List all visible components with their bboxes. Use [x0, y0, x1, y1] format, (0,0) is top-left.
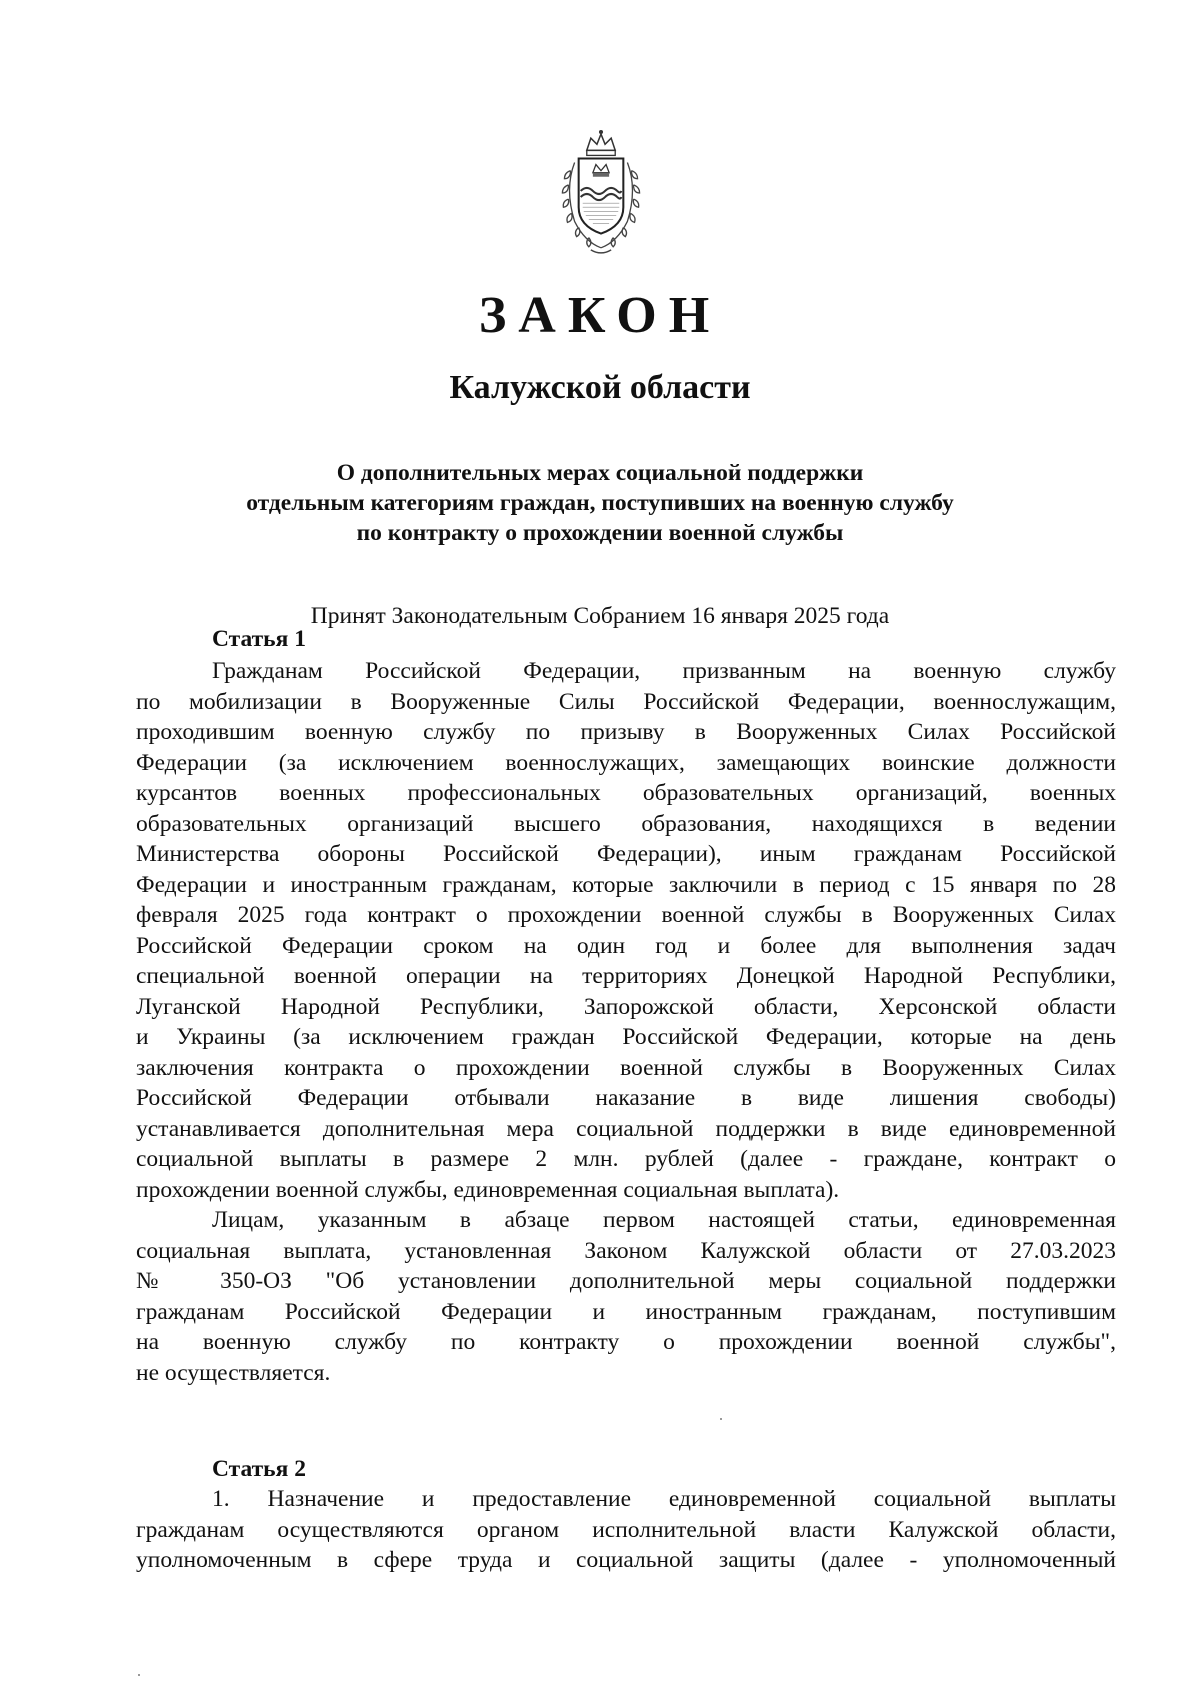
- text-line: 1. Назначение и предоставление единовременной социальной выплаты: [212, 1486, 1116, 1512]
- text-line: Министерства обороны Российской Федерации), иным гражданам Российской: [136, 841, 1116, 867]
- text-line: Федерации (за исключением военнослужащих, замещающих воинские должности: [136, 749, 1116, 776]
- text-line: специальной военной операции на территориях Донецкой Народной Республики,: [136, 963, 1116, 989]
- region-title: Калужской области: [449, 369, 751, 406]
- text-line: Гражданам Российской Федерации, призванным на военную службу: [212, 658, 1116, 684]
- text-line: социальная выплата, установленная Законом Калужской области от 27.03.2023: [136, 1237, 1116, 1264]
- text-line: не осуществляется.: [136, 1359, 331, 1386]
- adoption-date: Принят Законодательным Собранием 16 января 2025 года: [310, 603, 890, 629]
- text-line: образовательных организаций высшего образования, находящихся в ведении: [136, 810, 1116, 837]
- law-title: ЗАКОН: [478, 287, 722, 344]
- text-line: Российской Федерации сроком на один год и более для выполнения задач: [136, 932, 1116, 959]
- article-1-heading: Статья 1: [212, 626, 306, 652]
- law-subject: [0, 458, 1200, 548]
- text-line: № 350-ОЗ "Об установлении дополнительной меры социальной поддержки: [136, 1268, 1116, 1294]
- subject-line: по контракту о прохождении военной службы: [356, 520, 844, 546]
- article-1-text: [136, 656, 1116, 1388]
- scan-speck: [720, 1418, 722, 1420]
- text-line: гражданам осуществляются органом исполнительной власти Калужской области,: [136, 1516, 1116, 1543]
- subject-line: О дополнительных мерах социальной поддержки: [336, 460, 864, 486]
- text-line: устанавливается дополнительная мера социальной поддержки в виде единовременной: [136, 1115, 1116, 1142]
- text-line: на военную службу по контракту о прохождении военной службы",: [136, 1329, 1116, 1355]
- article-2-text: [136, 1484, 1116, 1576]
- subject-line: отдельным категориям граждан, поступивших на военную службу: [246, 490, 954, 516]
- text-line: Российской Федерации отбывали наказание в виде лишения свободы): [136, 1085, 1116, 1111]
- text-line: социальной выплаты в размере 2 млн. рублей (далее - граждане, контракт о: [136, 1146, 1116, 1172]
- text-line: уполномоченным в сфере труда и социальной защиты (далее - уполномоченный: [136, 1547, 1116, 1573]
- text-line: гражданам Российской Федерации и иностранным гражданам, поступившим: [136, 1298, 1116, 1325]
- text-line: Луганской Народной Республики, Запорожской области, Херсонской области: [136, 993, 1116, 1020]
- text-line: курсантов военных профессиональных образовательных организаций, военных: [136, 780, 1116, 806]
- text-line: февраля 2025 года контракт о прохождении военной службы в Вооруженных Силах: [136, 902, 1116, 928]
- scan-speck: [138, 1674, 140, 1676]
- text-line: и Украины (за исключением граждан Российской Федерации, которые на день: [136, 1024, 1116, 1050]
- kaluga-coat-of-arms-icon: [550, 128, 652, 260]
- text-line: Лицам, указанным в абзаце первом настоящей статьи, единовременная: [212, 1207, 1116, 1233]
- text-line: Федерации и иностранным гражданам, которые заключили в период с 15 января по 28: [136, 871, 1116, 898]
- article-2-heading: Статья 2: [212, 1456, 306, 1482]
- text-line: прохождении военной службы, единовременная социальная выплата).: [136, 1176, 840, 1203]
- text-line: заключения контракта о прохождении военной службы в Вооруженных Силах: [136, 1054, 1116, 1081]
- text-line: проходившим военную службу по призыву в Вооруженных Силах Российской: [136, 719, 1116, 745]
- text-line: по мобилизации в Вооруженные Силы Российской Федерации, военнослужащим,: [136, 688, 1116, 715]
